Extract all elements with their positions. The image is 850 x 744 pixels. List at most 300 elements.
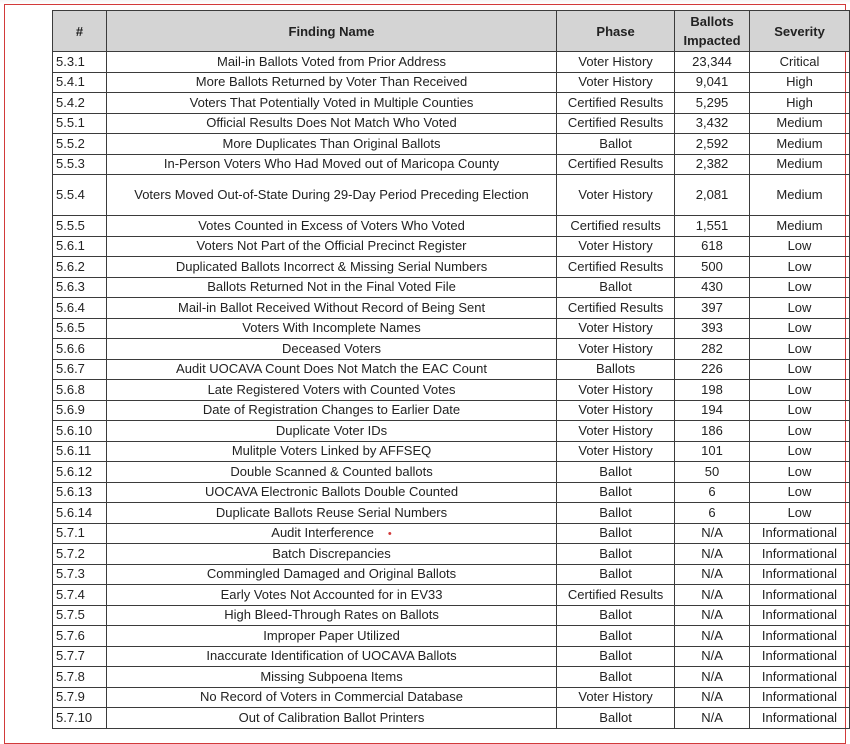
- cell-phase: [557, 585, 675, 606]
- cell-severity: [750, 523, 850, 544]
- cell-ballots-impacted: [675, 175, 750, 216]
- table-row: [53, 113, 850, 134]
- cell-phase: [557, 175, 675, 216]
- red-mark-icon: •: [387, 527, 392, 540]
- cell-number-text: 5.6.4: [56, 299, 85, 315]
- cell-ballots-impacted: [675, 113, 750, 134]
- cell-severity: [750, 257, 850, 278]
- cell-severity: [750, 605, 850, 626]
- cell-phase-text: Ballot: [599, 504, 632, 520]
- cell-finding-name: [106, 503, 556, 524]
- cell-number-text: 5.7.2: [56, 545, 85, 561]
- cell-ballots-impacted-text: 618: [701, 238, 723, 254]
- cell-ballots-impacted-text: N/A: [701, 607, 723, 623]
- cell-finding-name: [106, 646, 556, 667]
- cell-number-text: 5.7.6: [56, 627, 85, 643]
- cell-phase-text: Voter History: [578, 340, 653, 356]
- cell-ballots-impacted: [675, 503, 750, 524]
- cell-phase: [557, 400, 675, 421]
- table-row: [53, 646, 850, 667]
- cell-ballots-impacted-text: 393: [701, 320, 723, 336]
- table-row: [53, 93, 850, 114]
- cell-phase-text: Voter History: [578, 187, 653, 202]
- cell-ballots-impacted: [675, 93, 750, 114]
- table-row: [53, 605, 850, 626]
- cell-finding-name: [106, 236, 556, 257]
- table-row: [53, 298, 850, 319]
- cell-number: [53, 544, 107, 565]
- cell-phase-text: Ballot: [599, 648, 632, 664]
- cell-ballots-impacted: [675, 646, 750, 667]
- cell-severity-text: Informational: [761, 627, 838, 643]
- cell-severity: [750, 503, 850, 524]
- cell-phase: [557, 564, 675, 585]
- cell-finding-name: [106, 523, 556, 544]
- cell-severity-text: Low: [787, 422, 812, 438]
- cell-number-text: 5.7.1: [56, 525, 85, 541]
- cell-phase-text: Certified Results: [567, 586, 664, 602]
- cell-ballots-impacted: [675, 134, 750, 155]
- cell-ballots-impacted-text: 9,041: [695, 74, 729, 90]
- cell-severity: [750, 72, 850, 93]
- cell-finding-name-text: Ballots Returned Not in the Final Voted File: [207, 279, 456, 295]
- cell-finding-name-text: In-Person Voters Who Had Moved out of Maricopa County: [163, 156, 500, 172]
- cell-finding-name: [106, 564, 556, 585]
- cell-phase-text: Voter History: [578, 53, 653, 69]
- cell-ballots-impacted: [675, 236, 750, 257]
- cell-ballots-impacted-text: 430: [701, 279, 723, 295]
- cell-number-text: 5.6.5: [56, 320, 85, 336]
- cell-phase: [557, 134, 675, 155]
- cell-number-text: 5.5.2: [56, 135, 85, 151]
- table-row: [53, 216, 850, 237]
- cell-severity-text: Low: [787, 320, 812, 336]
- cell-phase-text: Certified Results: [567, 299, 664, 315]
- cell-severity: [750, 175, 850, 216]
- cell-finding-name-text: Early Votes Not Accounted for in EV33: [220, 586, 443, 602]
- cell-severity: [750, 708, 850, 729]
- cell-finding-name-text: Late Registered Voters with Counted Votes: [207, 381, 456, 397]
- cell-ballots-impacted-text: 5,295: [695, 94, 729, 110]
- cell-finding-name-text: Voters With Incomplete Names: [242, 320, 421, 336]
- table-row: [53, 154, 850, 175]
- cell-phase-text: Voter History: [578, 422, 653, 438]
- cell-number: [53, 441, 107, 462]
- cell-finding-name: [106, 318, 556, 339]
- cell-phase-text: Certified Results: [567, 258, 664, 274]
- cell-finding-name-text: Double Scanned & Counted ballots: [230, 463, 433, 479]
- findings-table: [52, 10, 850, 729]
- cell-finding-name-text: Audit UOCAVA Count Does Not Match the EAC Count: [176, 361, 487, 377]
- cell-severity-text: Informational: [761, 586, 838, 602]
- cell-ballots-impacted: [675, 72, 750, 93]
- cell-phase-text: Voter History: [578, 238, 653, 254]
- cell-finding-name: [106, 380, 556, 401]
- cell-finding-name-text: Votes Counted in Excess of Voters Who Voted: [198, 217, 465, 233]
- cell-severity: [750, 277, 850, 298]
- cell-number-text: 5.7.3: [56, 566, 85, 582]
- table-row: [53, 564, 850, 585]
- cell-finding-name: [106, 175, 556, 216]
- cell-ballots-impacted-text: N/A: [701, 525, 723, 541]
- cell-phase: [557, 503, 675, 524]
- cell-number: [53, 298, 107, 319]
- table-row: [53, 544, 850, 565]
- cell-number-text: 5.7.9: [56, 689, 85, 705]
- cell-number-text: 5.4.2: [56, 94, 85, 110]
- cell-number-text: 5.6.9: [56, 402, 85, 418]
- cell-finding-name: [106, 134, 556, 155]
- cell-ballots-impacted-text: 186: [701, 422, 723, 438]
- cell-phase: [557, 482, 675, 503]
- cell-ballots-impacted-text: 50: [704, 463, 720, 479]
- cell-finding-name: [106, 298, 556, 319]
- cell-severity: [750, 216, 850, 237]
- cell-ballots-impacted-text: N/A: [701, 566, 723, 582]
- cell-phase: [557, 359, 675, 380]
- cell-number-text: 5.6.13: [56, 484, 93, 500]
- cell-number-text: 5.5.5: [56, 217, 85, 233]
- cell-severity-text: Low: [787, 463, 812, 479]
- cell-severity-text: Low: [787, 381, 812, 397]
- cell-ballots-impacted-text: 2,081: [695, 187, 729, 202]
- cell-finding-name-text: More Duplicates Than Original Ballots: [222, 135, 441, 151]
- cell-phase: [557, 318, 675, 339]
- cell-finding-name-text: Voters That Potentially Voted in Multiple Counties: [189, 94, 474, 110]
- cell-finding-name: [106, 605, 556, 626]
- cell-severity-text: Low: [787, 238, 812, 254]
- cell-phase: [557, 277, 675, 298]
- cell-finding-name: [106, 482, 556, 503]
- cell-number-text: 5.7.10: [56, 709, 93, 725]
- table-row: [53, 52, 850, 73]
- cell-finding-name-text: High Bleed-Through Rates on Ballots: [224, 607, 439, 623]
- cell-ballots-impacted: [675, 298, 750, 319]
- cell-phase-text: Ballot: [599, 484, 632, 500]
- cell-number: [53, 482, 107, 503]
- cell-severity-text: High: [786, 94, 813, 110]
- cell-number-text: 5.7.8: [56, 668, 85, 684]
- cell-finding-name-text: Mail-in Ballot Received Without Record of Being Sent: [177, 299, 486, 315]
- cell-phase-text: Voter History: [578, 443, 653, 459]
- cell-severity-text: Informational: [761, 525, 838, 541]
- cell-finding-name-text: Audit Interference: [271, 524, 374, 540]
- cell-ballots-impacted-text: 101: [701, 443, 723, 459]
- cell-ballots-impacted: [675, 257, 750, 278]
- cell-phase-text: Voter History: [578, 689, 653, 705]
- cell-phase-text: Voter History: [578, 381, 653, 397]
- cell-ballots-impacted-text: N/A: [701, 668, 723, 684]
- cell-finding-name: [106, 93, 556, 114]
- cell-finding-name: [106, 667, 556, 688]
- cell-phase-text: Ballot: [599, 279, 632, 295]
- cell-ballots-impacted: [675, 339, 750, 360]
- cell-ballots-impacted: [675, 667, 750, 688]
- cell-severity-text: Low: [787, 299, 812, 315]
- cell-number: [53, 462, 107, 483]
- cell-ballots-impacted: [675, 441, 750, 462]
- cell-finding-name-text: Inaccurate Identification of UOCAVA Ballots: [206, 648, 457, 664]
- cell-finding-name-text: Voters Not Part of the Official Precinct Register: [196, 238, 467, 254]
- cell-finding-name: [106, 462, 556, 483]
- cell-severity: [750, 421, 850, 442]
- header-ballots-impacted: Ballots Impacted: [675, 11, 750, 52]
- cell-ballots-impacted: [675, 564, 750, 585]
- cell-phase: [557, 667, 675, 688]
- cell-phase: [557, 462, 675, 483]
- cell-ballots-impacted-text: 198: [701, 381, 723, 397]
- cell-phase: [557, 687, 675, 708]
- cell-severity: [750, 52, 850, 73]
- cell-ballots-impacted: [675, 482, 750, 503]
- table-row: [53, 339, 850, 360]
- cell-number: [53, 93, 107, 114]
- cell-severity: [750, 359, 850, 380]
- cell-severity: [750, 113, 850, 134]
- cell-number: [53, 339, 107, 360]
- cell-finding-name-text: Duplicate Voter IDs: [275, 422, 388, 438]
- cell-phase: [557, 626, 675, 647]
- cell-number-text: 5.6.14: [56, 504, 93, 520]
- cell-severity: [750, 646, 850, 667]
- cell-number-text: 5.7.7: [56, 648, 85, 664]
- cell-ballots-impacted: [675, 318, 750, 339]
- cell-number: [53, 667, 107, 688]
- cell-ballots-impacted: [675, 585, 750, 606]
- table-row: [53, 257, 850, 278]
- cell-finding-name: [106, 585, 556, 606]
- cell-finding-name-text: Mulitple Voters Linked by AFFSEQ: [231, 443, 432, 459]
- cell-number: [53, 400, 107, 421]
- cell-severity: [750, 544, 850, 565]
- cell-ballots-impacted: [675, 52, 750, 73]
- cell-ballots-impacted-text: N/A: [701, 586, 723, 602]
- cell-severity-text: Low: [787, 258, 812, 274]
- cell-ballots-impacted: [675, 605, 750, 626]
- cell-finding-name: [106, 216, 556, 237]
- cell-phase-text: Voter History: [578, 402, 653, 418]
- cell-number-text: 5.6.8: [56, 381, 85, 397]
- table-row: [53, 626, 850, 647]
- cell-number-text: 5.5.1: [56, 115, 85, 131]
- cell-ballots-impacted-text: N/A: [701, 648, 723, 664]
- cell-number-text: 5.3.1: [56, 53, 85, 69]
- cell-number-text: 5.6.10: [56, 422, 93, 438]
- cell-severity-text: Low: [787, 484, 812, 500]
- cell-number: [53, 113, 107, 134]
- cell-ballots-impacted: [675, 544, 750, 565]
- cell-severity-text: Low: [787, 402, 812, 418]
- cell-number: [53, 503, 107, 524]
- table-header: [53, 11, 850, 52]
- cell-number: [53, 646, 107, 667]
- cell-finding-name: [106, 52, 556, 73]
- table-row: [53, 421, 850, 442]
- cell-phase: [557, 72, 675, 93]
- cell-ballots-impacted: [675, 380, 750, 401]
- table-row: [53, 708, 850, 729]
- cell-number: [53, 359, 107, 380]
- cell-ballots-impacted-text: 1,551: [695, 217, 729, 233]
- cell-finding-name: [106, 421, 556, 442]
- cell-severity: [750, 236, 850, 257]
- cell-phase-text: Voter History: [578, 74, 653, 90]
- cell-number-text: 5.6.11: [56, 443, 92, 459]
- cell-finding-name: [106, 277, 556, 298]
- cell-number-text: 5.7.5: [56, 607, 85, 623]
- cell-ballots-impacted: [675, 421, 750, 442]
- cell-finding-name-text: UOCAVA Electronic Ballots Double Counted: [204, 484, 459, 500]
- cell-phase: [557, 236, 675, 257]
- cell-ballots-impacted-text: 226: [701, 361, 723, 377]
- cell-ballots-impacted-text: 23,344: [692, 53, 732, 69]
- cell-phase: [557, 380, 675, 401]
- cell-finding-name-text: No Record of Voters in Commercial Database: [200, 689, 464, 705]
- cell-number-text: 5.6.2: [56, 258, 85, 274]
- cell-phase-text: Ballots: [596, 361, 636, 377]
- cell-severity-text: Informational: [761, 709, 838, 725]
- cell-ballots-impacted: [675, 626, 750, 647]
- cell-finding-name-text: Commingled Damaged and Original Ballots: [206, 566, 457, 582]
- cell-finding-name-text: Mail-in Ballots Voted from Prior Address: [217, 53, 447, 69]
- cell-phase: [557, 339, 675, 360]
- cell-severity: [750, 564, 850, 585]
- table-row: [53, 523, 850, 544]
- table-row: [53, 585, 850, 606]
- table-row: [53, 236, 850, 257]
- cell-number: [53, 523, 107, 544]
- cell-ballots-impacted: [675, 154, 750, 175]
- cell-phase-text: Certified Results: [567, 156, 664, 172]
- cell-phase: [557, 605, 675, 626]
- cell-ballots-impacted-text: 2,592: [695, 135, 729, 151]
- cell-number: [53, 236, 107, 257]
- cell-number: [53, 134, 107, 155]
- table-row: [53, 380, 850, 401]
- cell-severity-text: Informational: [761, 545, 838, 561]
- table-body: [53, 52, 850, 729]
- cell-severity-text: Informational: [761, 668, 838, 684]
- cell-number: [53, 277, 107, 298]
- cell-ballots-impacted-text: 397: [701, 299, 723, 315]
- table-row: [53, 72, 850, 93]
- cell-ballots-impacted: [675, 523, 750, 544]
- table-row: [53, 134, 850, 155]
- cell-severity: [750, 441, 850, 462]
- header-row: [53, 11, 850, 52]
- cell-number: [53, 257, 107, 278]
- cell-finding-name: [106, 400, 556, 421]
- cell-number-text: 5.5.4: [56, 187, 85, 202]
- cell-phase: [557, 154, 675, 175]
- table-row: [53, 277, 850, 298]
- cell-severity-text: Informational: [761, 607, 838, 623]
- header-phase: Phase: [557, 11, 675, 52]
- cell-phase: [557, 544, 675, 565]
- cell-severity-text: Critical: [779, 53, 820, 69]
- cell-severity-text: Low: [787, 443, 812, 459]
- cell-severity: [750, 585, 850, 606]
- cell-finding-name: [106, 339, 556, 360]
- cell-phase: [557, 708, 675, 729]
- cell-phase-text: Ballot: [599, 135, 632, 151]
- cell-ballots-impacted: [675, 277, 750, 298]
- cell-severity-text: Informational: [761, 566, 838, 582]
- cell-severity: [750, 298, 850, 319]
- cell-ballots-impacted: [675, 687, 750, 708]
- cell-severity: [750, 687, 850, 708]
- cell-phase-text: Ballot: [599, 525, 632, 541]
- table-row: [53, 175, 850, 216]
- header-severity: Severity: [750, 11, 850, 52]
- cell-number-text: 5.5.3: [56, 156, 85, 172]
- cell-ballots-impacted: [675, 216, 750, 237]
- table-row: [53, 462, 850, 483]
- cell-finding-name: [106, 544, 556, 565]
- cell-number: [53, 318, 107, 339]
- cell-severity-text: Medium: [776, 135, 823, 151]
- cell-finding-name: [106, 441, 556, 462]
- cell-phase-text: Certified Results: [567, 94, 664, 110]
- cell-phase-text: Ballot: [599, 463, 632, 479]
- cell-ballots-impacted-text: 6: [708, 484, 716, 500]
- cell-phase-text: Certified results: [570, 217, 661, 233]
- cell-number-text: 5.4.1: [56, 74, 85, 90]
- cell-phase: [557, 646, 675, 667]
- cell-finding-name-text: Deceased Voters: [282, 340, 382, 356]
- cell-severity: [750, 626, 850, 647]
- cell-finding-name-text: Batch Discrepancies: [272, 545, 391, 561]
- cell-ballots-impacted-text: 6: [708, 504, 716, 520]
- cell-finding-name-text: Missing Subpoena Items: [260, 668, 403, 684]
- cell-number-text: 5.6.1: [56, 238, 85, 254]
- cell-severity: [750, 380, 850, 401]
- cell-phase: [557, 93, 675, 114]
- cell-number-text: 5.6.12: [56, 463, 93, 479]
- cell-number-text: 5.7.4: [56, 586, 85, 602]
- cell-phase-text: Voter History: [578, 320, 653, 336]
- cell-severity: [750, 339, 850, 360]
- header-number: #: [53, 11, 107, 52]
- cell-number: [53, 585, 107, 606]
- cell-finding-name-text: Official Results Does Not Match Who Voted: [206, 115, 457, 131]
- cell-severity-text: Low: [787, 504, 812, 520]
- cell-phase: [557, 441, 675, 462]
- cell-phase-text: Ballot: [599, 668, 632, 684]
- cell-ballots-impacted: [675, 708, 750, 729]
- cell-ballots-impacted-text: N/A: [701, 545, 723, 561]
- table-row: [53, 359, 850, 380]
- cell-ballots-impacted-text: N/A: [701, 709, 723, 725]
- cell-severity: [750, 93, 850, 114]
- cell-severity-text: High: [786, 74, 813, 90]
- cell-severity: [750, 318, 850, 339]
- cell-number-text: 5.6.6: [56, 340, 85, 356]
- cell-number-text: 5.6.7: [56, 361, 85, 377]
- cell-severity-text: Medium: [776, 156, 823, 172]
- cell-severity: [750, 134, 850, 155]
- cell-severity-text: Informational: [761, 689, 838, 705]
- cell-severity-text: Informational: [761, 648, 838, 664]
- cell-number: [53, 52, 107, 73]
- cell-number: [53, 708, 107, 729]
- cell-severity-text: Medium: [776, 115, 823, 131]
- cell-ballots-impacted: [675, 400, 750, 421]
- cell-number: [53, 687, 107, 708]
- cell-ballots-impacted-text: N/A: [701, 689, 723, 705]
- cell-number: [53, 175, 107, 216]
- cell-severity: [750, 154, 850, 175]
